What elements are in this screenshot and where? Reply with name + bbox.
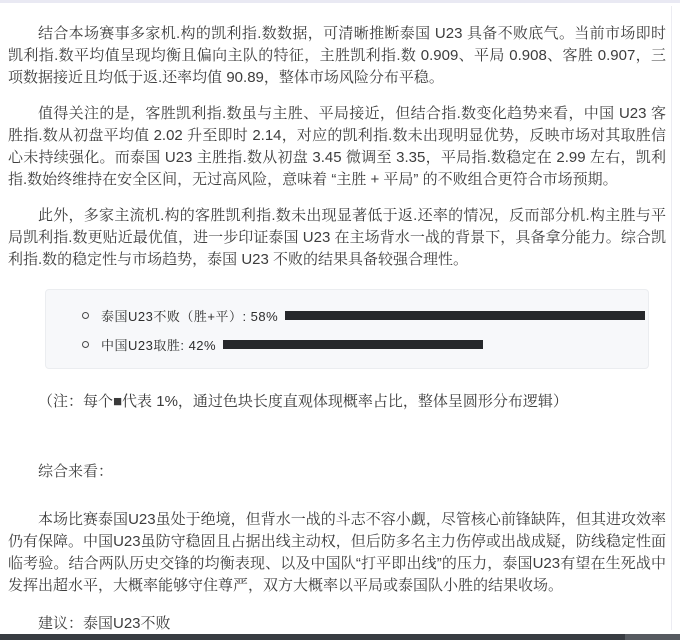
paragraph-kelly-overview: 结合本场赛事多家机.构的凯利指.数数据，可清晰推断泰国 U23 具备不败底气。当前市场即时凯利指.数平均值呈现均衡且偏向主队的特征，主胜凯利指.数 0.909、平局 0.908、客胜 0.907，三项数据接近且均低于返.还率均值 90.89，整体市场风险分布平稳。 bbox=[8, 25, 666, 86]
probability-label-china: 中国U23取胜: 42% bbox=[101, 337, 217, 353]
probability-box bbox=[45, 289, 649, 369]
recommendation-text: 建议：泰国U23不败 bbox=[38, 615, 171, 632]
circle-bullet-icon bbox=[82, 341, 89, 348]
scrollbar-thumb[interactable] bbox=[0, 634, 625, 640]
probability-bar-china bbox=[223, 340, 483, 349]
probability-label-thailand: 泰国U23不败（胜+平）: 58% bbox=[101, 308, 279, 324]
paragraph-summary: 本场比赛泰国U23虽处于绝境，但背水一战的斗志不容小觑，尽管核心前锋缺阵，但其进攻效率仍有保障。中国U23虽防守稳固且占据出线主动权，但后防多名主力伤停或出战成疑，防线稳定性面临考验。结合两队历史交锋的均衡表现、以及中国队“打平即出线”的压力，泰国U23有望在生死战中发挥出超水平，大概率能够守住尊严，双方大概率以平局或泰国队小胜的结果收场。 bbox=[8, 511, 666, 594]
probability-bar-thailand bbox=[285, 311, 645, 320]
bar-legend-note: （注：每个■代表 1%，通过色块长度直观体现概率占比，整体呈圆形分布逻辑） bbox=[38, 393, 568, 410]
article-content bbox=[0, 3, 680, 635]
scrollbar-track[interactable] bbox=[625, 634, 680, 640]
paragraph-index-trend: 值得关注的是，客胜凯利指.数虽与主胜、平局接近，但结合指.数变化趋势来看，中国 U23 客胜指.数从初盘平均值 2.02 升至即时 2.14，对应的凯利指.数未出现明显优势，反映市场对其取胜信心未持续强化。而泰国 U23 主胜指.数从初盘 3.45 微调至 3.35，平局指.数稳定在 2.99 左右，凯利指.数始终维持在安全区间，无过高风险，意味着 “主胜 + 平局” 的不败组合更符合市场预期。 bbox=[8, 105, 666, 188]
summary-heading: 综合来看： bbox=[38, 463, 114, 480]
probability-row-china bbox=[62, 332, 632, 356]
circle-bullet-icon bbox=[82, 312, 89, 319]
horizontal-scrollbar[interactable] bbox=[0, 634, 680, 640]
probability-row-thailand bbox=[62, 303, 632, 327]
paragraph-conclusion-rationality: 此外，多家主流机.构的客胜凯利指.数未出现显著低于返.还率的情况，反而部分机.构主胜与平局凯利指.数更贴近最优值，进一步印证泰国 U23 在主场背水一战的背景下，具备拿分能力。综合凯利指.数的稳定性与市场趋势，泰国 U23 不败的结果具备较强合理性。 bbox=[8, 207, 666, 268]
